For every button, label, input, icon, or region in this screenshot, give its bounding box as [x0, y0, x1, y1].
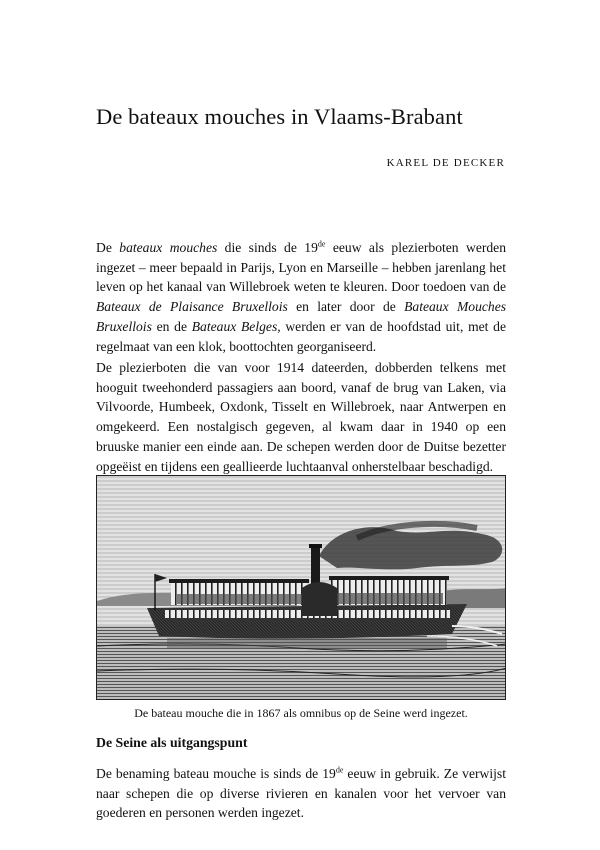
article-title: De bateaux mouches in Vlaams-Brabant: [96, 104, 463, 129]
paragraph-intro: De bateaux mouches die sinds de 19de eeuw als plezierboten werden ingezet – meer bepaald in Parijs, Lyon en Marseille – hebben jarenlang het leven op het kanaal van Willebroek weten te kleuren. Door toedoen van de Bateaux de Plaisance Bruxellois en later door de Bateaux Mouches Bruxellois en de Bateaux Belges, werden er van de hoofdstad uit, met de regelmaat van een klok, boottochten georganiseerd.: [96, 239, 507, 354]
section-heading: De Seine als uitgangspunt: [96, 735, 248, 750]
steamboat-illustration: [96, 475, 506, 700]
paragraph-seine: De benaming bateau mouche is sinds de 19de eeuw in gebruik. Ze verwijst naar schepen die op diverse rivieren en kanalen voor het vervoer van goederen en personen werden ingezet.: [96, 765, 506, 821]
figure-caption: De bateau mouche die in 1867 als omnibus op de Seine werd ingezet.: [134, 706, 468, 720]
article-author: KAREL DE DECKER: [386, 157, 505, 169]
steamboat-engraving: [97, 476, 506, 700]
paragraph-history: De plezierboten die van voor 1914 dateerden, dobberden telkens met hooguit tweehonderd passagiers aan boord, vanaf de brug van Laken, via Vilvoorde, Humbeek, Oxdonk, Tisselt en Willebroek, naar Antwerpen en omgekeerd. Een nostalgisch gegeven, al kwam daar in 1940 op een bruuske manier een einde aan. De schepen werden door de Duitse bezetter opgeëist en tijdens een geallieerde luchtaanval onherstelbaar beschadigd.: [96, 360, 506, 474]
